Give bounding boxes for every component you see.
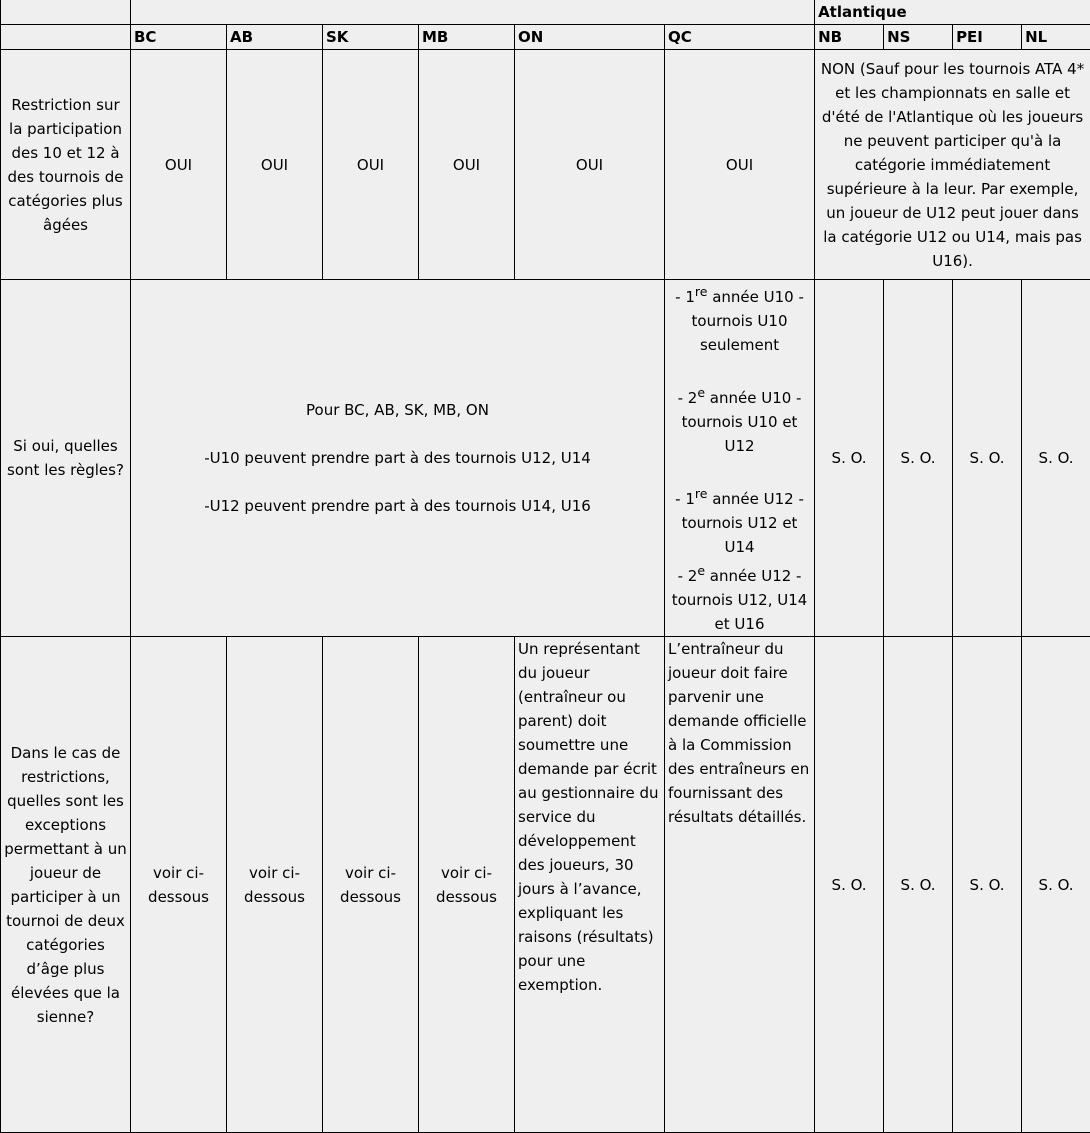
cell-exceptions-qc: L’entraîneur du joueur doit faire parvenir une demande officielle à la Commission des entraîneurs en fournissant des résultats détaillés. xyxy=(665,637,815,1133)
corner-cell xyxy=(1,0,131,25)
cell-rules-qc xyxy=(665,280,815,637)
rules-spacer xyxy=(134,422,661,446)
rules-line-u12: -U12 peuvent prendre part à des tournois U14, U16 xyxy=(134,494,661,518)
cell-exceptions-ns: S. O. xyxy=(884,637,953,1133)
cell-exceptions-nl: S. O. xyxy=(1022,637,1090,1133)
table-row-restriction xyxy=(1,50,1090,280)
cell-exceptions-mb: voir ci-dessous xyxy=(419,637,515,1133)
column-header-nb: NB xyxy=(815,25,884,50)
qc-rule-spacer xyxy=(668,458,811,482)
row-label-rules: Si oui, quelles sont les règles? xyxy=(1,280,131,637)
rules-spacer xyxy=(134,470,661,494)
column-header-on: ON xyxy=(515,25,665,50)
cell-rules-ns: S. O. xyxy=(884,280,953,637)
cell-restriction-on: OUI xyxy=(515,50,665,280)
rules-line-u10: -U10 peuvent prendre part à des tournois U12, U14 xyxy=(134,446,661,470)
cell-exceptions-sk: voir ci-dessous xyxy=(323,637,419,1133)
group-header-atlantique: Atlantique xyxy=(815,0,1090,25)
cell-rules-nl: S. O. xyxy=(1022,280,1090,637)
cell-rules-nb: S. O. xyxy=(815,280,884,637)
cell-rules-merged xyxy=(131,280,665,637)
cell-exceptions-bc: voir ci-dessous xyxy=(131,637,227,1133)
cell-restriction-mb: OUI xyxy=(419,50,515,280)
table-row-exceptions xyxy=(1,637,1090,1133)
row-label-restriction: Restriction sur la participation des 10 et 12 à des tournois de catégories plus âgées xyxy=(1,50,131,280)
cell-exceptions-on: Un représentant du joueur (entraîneur ou parent) doit soumettre une demande par écrit au gestionnaire du service du développement des joueurs, 30 jours à l’avance, expliquant les raisons (résultats) pour une exemption. xyxy=(515,637,665,1133)
cell-restriction-bc: OUI xyxy=(131,50,227,280)
qc-rule-spacer xyxy=(668,357,811,381)
column-header-ab: AB xyxy=(227,25,323,50)
column-header-qc: QC xyxy=(665,25,815,50)
row-label-exceptions: Dans le cas de restrictions, quelles sont les exceptions permettant à un joueur de participer à un tournoi de deux catégories d’âge plus élevées que la sienne? xyxy=(1,637,131,1133)
cell-rules-pei: S. O. xyxy=(953,280,1022,637)
column-header-sk: SK xyxy=(323,25,419,50)
column-header-mb: MB xyxy=(419,25,515,50)
cell-exceptions-nb: S. O. xyxy=(815,637,884,1133)
table-row-rules xyxy=(1,280,1090,637)
cell-restriction-qc: OUI xyxy=(665,50,815,280)
column-header-row xyxy=(1,25,1090,50)
qc-rule-item: - 1re année U12 - tournois U12 et U14 xyxy=(668,482,811,559)
cell-exceptions-ab: voir ci-dessous xyxy=(227,637,323,1133)
qc-rule-item: - 2e année U12 - tournois U12, U14 et U16 xyxy=(668,559,811,636)
cell-exceptions-pei: S. O. xyxy=(953,637,1022,1133)
column-header-nl: NL xyxy=(1022,25,1090,50)
cell-restriction-ab: OUI xyxy=(227,50,323,280)
column-header-ns: NS xyxy=(884,25,953,50)
group-header-blank xyxy=(131,0,815,25)
header-label-blank xyxy=(1,25,131,50)
cell-restriction-sk: OUI xyxy=(323,50,419,280)
rules-line-scope: Pour BC, AB, SK, MB, ON xyxy=(134,398,661,422)
qc-rule-item: - 2e année U10 - tournois U10 et U12 xyxy=(668,381,811,458)
column-header-pei: PEI xyxy=(953,25,1022,50)
column-header-bc: BC xyxy=(131,25,227,50)
qc-rule-item: - 1re année U10 - tournois U10 seulement xyxy=(668,280,811,357)
cell-restriction-atlantique: NON (Sauf pour les tournois ATA 4* et les championnats en salle et d'été de l'Atlantique où les joueurs ne peuvent participer qu'à la catégorie immédiatement supérieure à la leur. Par exemple, un joueur de U12 peut jouer dans la catégorie U12 ou U14, mais pas U16). xyxy=(815,50,1090,280)
group-header-row xyxy=(1,0,1090,25)
